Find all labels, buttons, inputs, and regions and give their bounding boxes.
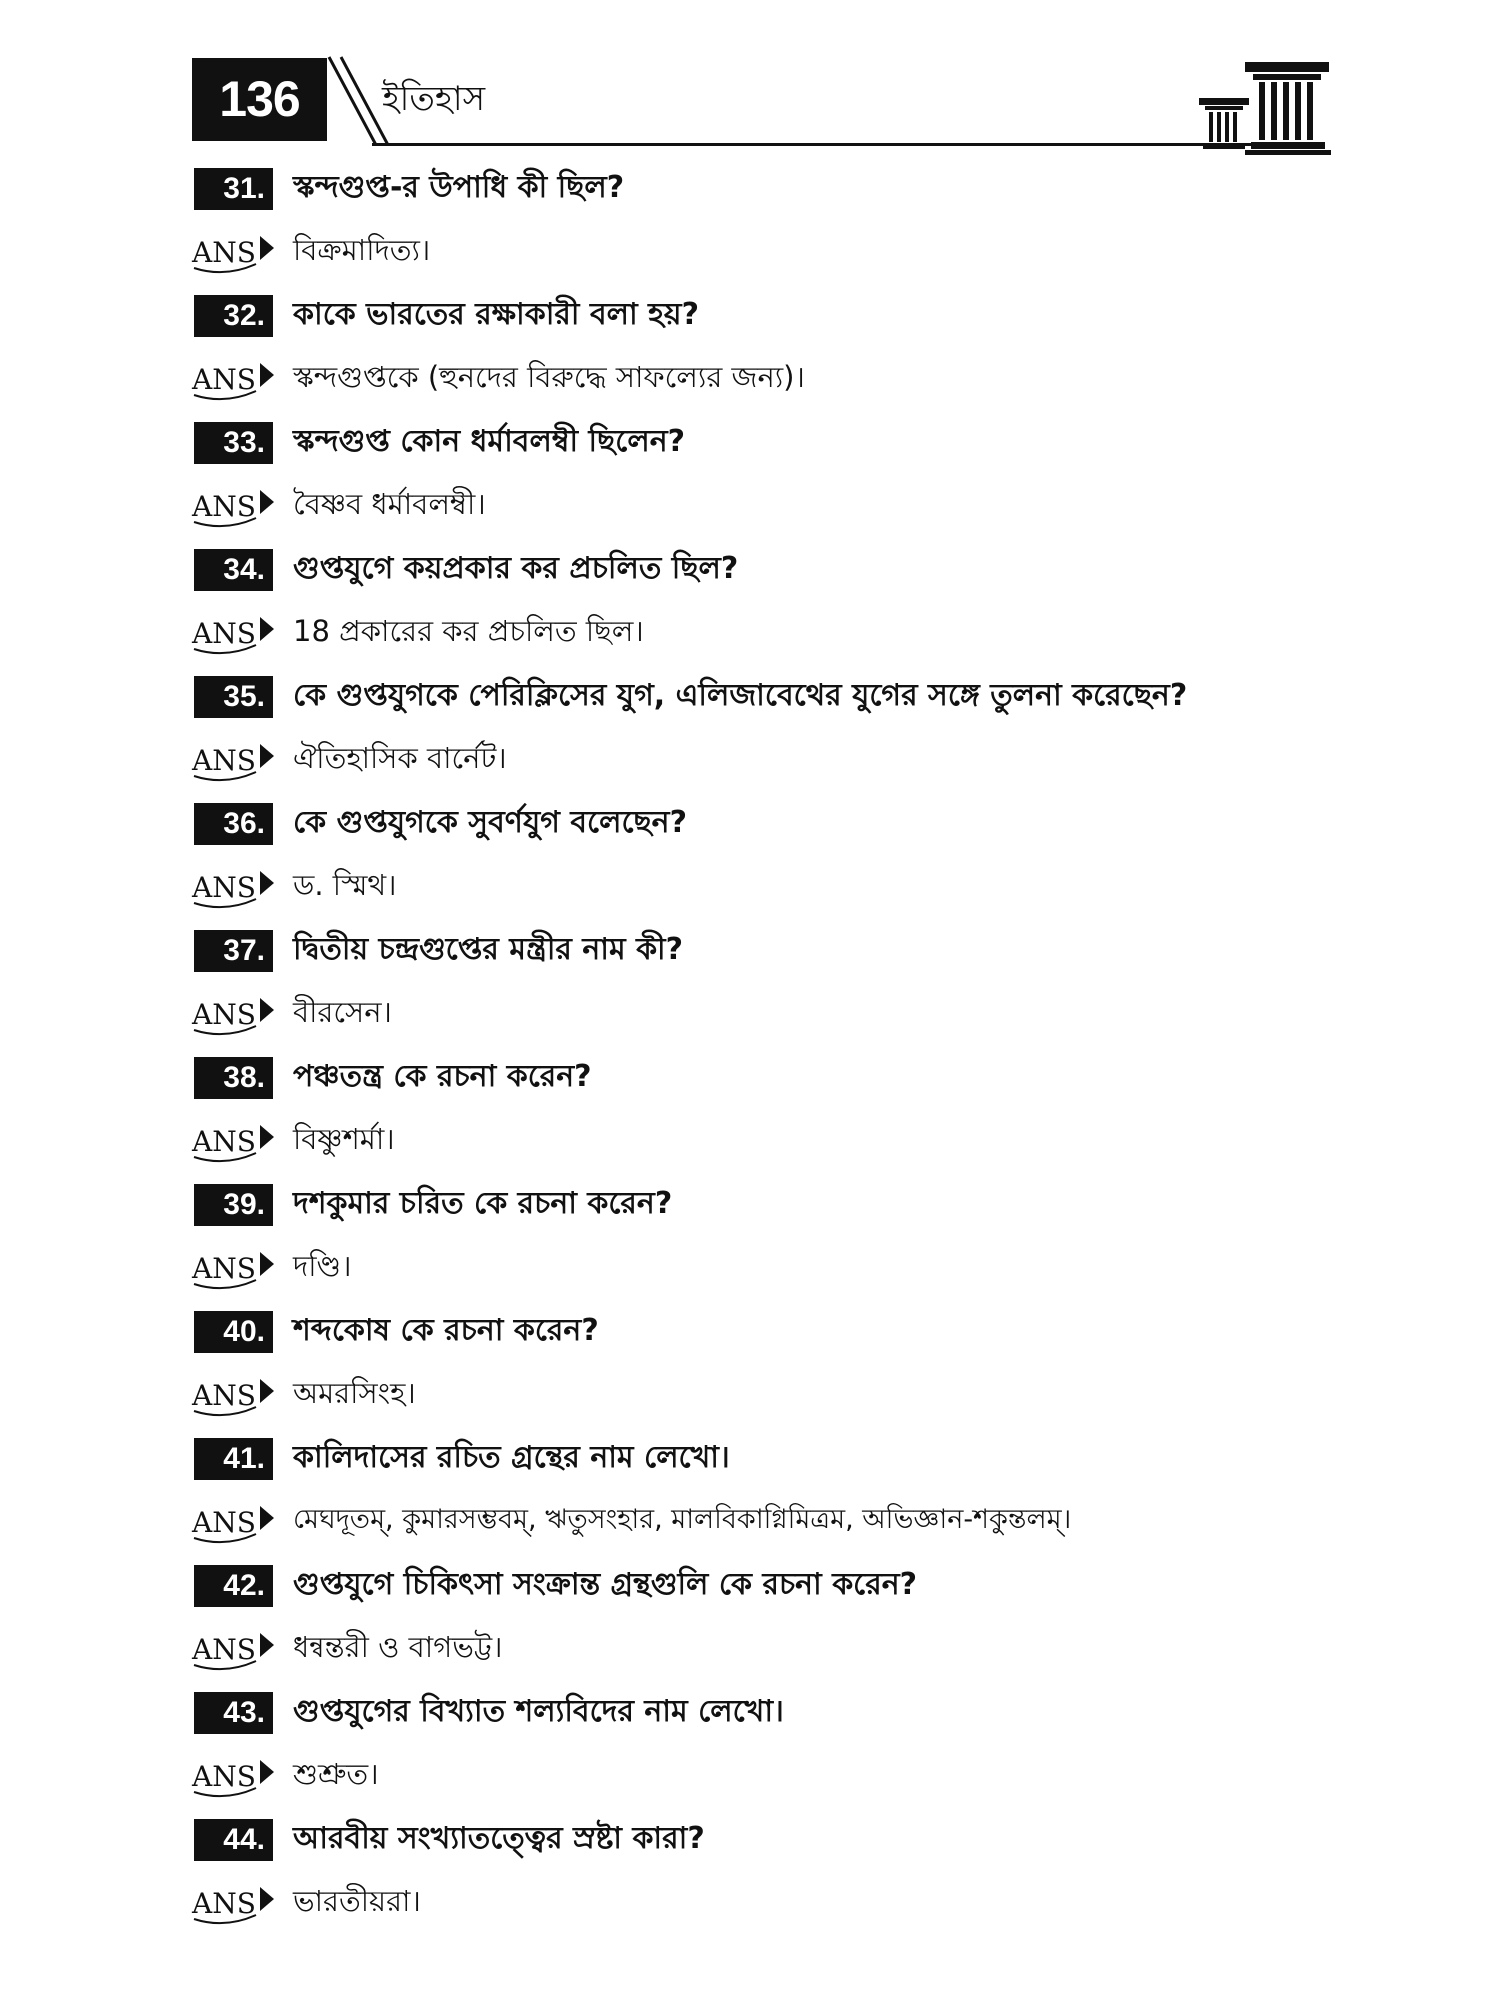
qa-item xyxy=(190,1559,1340,1686)
answer-row xyxy=(190,1746,1340,1806)
answer-text: বিক্রমাদিত্য। xyxy=(293,233,431,267)
question-row xyxy=(190,1305,1340,1365)
question-number: 44. xyxy=(194,1819,273,1861)
svg-text:ANS: ANS xyxy=(192,1887,256,1920)
svg-text:ANS: ANS xyxy=(192,490,256,523)
answer-row xyxy=(190,1619,1340,1679)
question-number: 31. xyxy=(194,168,273,210)
answer-row xyxy=(190,1238,1340,1298)
answer-row xyxy=(190,1492,1340,1552)
answer-text: অমরসিংহ। xyxy=(293,1376,416,1410)
answer-text: 18 প্রকারের কর প্রচলিত ছিল। xyxy=(293,614,644,648)
svg-text:ANS: ANS xyxy=(192,744,256,777)
question-row xyxy=(190,162,1340,222)
svg-text:ANS: ANS xyxy=(192,236,256,269)
answer-text: দণ্ডি। xyxy=(293,1249,352,1283)
ans-marker-icon xyxy=(190,1369,276,1419)
question-text: শব্দকোষ কে রচনা করেন? xyxy=(293,1313,599,1348)
answer-text: ঐতিহাসিক বার্নেট। xyxy=(293,741,507,775)
svg-text:ANS: ANS xyxy=(192,1760,256,1793)
svg-text:ANS: ANS xyxy=(192,617,256,650)
svg-text:ANS: ANS xyxy=(192,1252,256,1285)
question-row xyxy=(190,1686,1340,1746)
qa-item xyxy=(190,1813,1340,1940)
answer-row xyxy=(190,857,1340,917)
question-row xyxy=(190,543,1340,603)
qa-item xyxy=(190,924,1340,1051)
qa-item xyxy=(190,1686,1340,1813)
ans-marker-icon xyxy=(190,1877,276,1927)
answer-text: মেঘদূতম্, কুমারসম্ভবম্, ঋতুসংহার, মালবিকাগ্নিমিত্রম, অভিজ্ঞান-শকুন্তলম্। xyxy=(293,1504,1072,1535)
qa-item xyxy=(190,797,1340,924)
question-text: গুপ্তযুগের বিখ্যাত শল্যবিদের নাম লেখো। xyxy=(293,1694,784,1729)
answer-row xyxy=(190,349,1340,409)
ans-marker-icon xyxy=(190,734,276,784)
answer-row xyxy=(190,476,1340,536)
answer-text: ড. স্মিথ। xyxy=(293,868,397,902)
answer-text: বীরসেন। xyxy=(293,995,392,1029)
question-number: 38. xyxy=(194,1057,273,1099)
ans-marker-icon xyxy=(190,1242,276,1292)
qa-item xyxy=(190,1178,1340,1305)
ans-marker-icon xyxy=(190,607,276,657)
qa-list xyxy=(190,162,1340,1940)
question-text: পঞ্চতন্ত্র কে রচনা করেন? xyxy=(293,1059,592,1094)
question-number: 42. xyxy=(194,1565,273,1607)
svg-text:ANS: ANS xyxy=(192,1633,256,1666)
question-text: আরবীয় সংখ্যাতত্ত্বের স্রষ্টা কারা? xyxy=(293,1821,705,1856)
answer-text: শুশ্রুত। xyxy=(293,1757,379,1791)
question-row xyxy=(190,1813,1340,1873)
ans-marker-icon xyxy=(190,1750,276,1800)
question-number: 32. xyxy=(194,295,273,337)
question-text: স্কন্দগুপ্ত কোন ধর্মাবলম্বী ছিলেন? xyxy=(293,424,685,459)
question-row xyxy=(190,1559,1340,1619)
question-number: 40. xyxy=(194,1311,273,1353)
ans-marker-icon xyxy=(190,226,276,276)
page-header xyxy=(192,55,1332,150)
qa-item xyxy=(190,289,1340,416)
qa-item xyxy=(190,670,1340,797)
question-row xyxy=(190,289,1340,349)
answer-row xyxy=(190,984,1340,1044)
qa-item xyxy=(190,162,1340,289)
svg-text:ANS: ANS xyxy=(192,1506,256,1539)
answer-row xyxy=(190,1365,1340,1425)
svg-text:ANS: ANS xyxy=(192,363,256,396)
question-text: কে গুপ্তযুগকে সুবর্ণযুগ বলেছেন? xyxy=(293,805,687,840)
answer-row xyxy=(190,222,1340,282)
question-row xyxy=(190,416,1340,476)
question-row xyxy=(190,670,1340,730)
question-row xyxy=(190,1178,1340,1238)
question-text: কাকে ভারতের রক্ষাকারী বলা হয়? xyxy=(293,297,699,332)
qa-item xyxy=(190,1305,1340,1432)
svg-text:ANS: ANS xyxy=(192,998,256,1031)
ans-marker-icon xyxy=(190,861,276,911)
question-text: কে গুপ্তযুগকে পেরিক্লিসের যুগ, এলিজাবেথের যুগের সঙ্গে তুলনা করেছেন? xyxy=(293,678,1188,713)
qa-item xyxy=(190,1051,1340,1178)
pillar-icon xyxy=(1197,60,1332,155)
ans-marker-icon xyxy=(190,480,276,530)
question-number: 33. xyxy=(194,422,273,464)
question-row xyxy=(190,924,1340,984)
question-text: দ্বিতীয় চন্দ্রগুপ্তের মন্ত্রীর নাম কী? xyxy=(293,932,684,967)
question-row xyxy=(190,797,1340,857)
answer-text: স্কন্দগুপ্তকে (হুনদের বিরুদ্ধে সাফল্যের জন্য)। xyxy=(293,360,805,394)
question-number: 37. xyxy=(194,930,273,972)
ans-marker-icon xyxy=(190,1496,276,1546)
ans-marker-icon xyxy=(190,1115,276,1165)
question-number: 34. xyxy=(194,549,273,591)
answer-row xyxy=(190,1873,1340,1933)
question-text: গুপ্তযুগে কয়প্রকার কর প্রচলিত ছিল? xyxy=(293,551,739,586)
answer-text: ভারতীয়রা। xyxy=(293,1884,421,1918)
question-row xyxy=(190,1432,1340,1492)
question-number: 36. xyxy=(194,803,273,845)
question-number: 39. xyxy=(194,1184,273,1226)
svg-text:ANS: ANS xyxy=(192,1379,256,1412)
question-number: 41. xyxy=(194,1438,273,1480)
qa-item xyxy=(190,416,1340,543)
answer-row xyxy=(190,1111,1340,1171)
svg-text:ANS: ANS xyxy=(192,871,256,904)
answer-text: বৈষ্ণব ধর্মাবলম্বী। xyxy=(293,487,486,521)
answer-text: বিষ্ণুশর্মা। xyxy=(293,1122,395,1156)
qa-item xyxy=(190,1432,1340,1559)
qa-item xyxy=(190,543,1340,670)
answer-text: ধন্বন্তরী ও বাগভট্ট। xyxy=(293,1630,503,1664)
question-number: 43. xyxy=(194,1692,273,1734)
chapter-title: ইতিহাস xyxy=(382,79,486,119)
question-row xyxy=(190,1051,1340,1111)
question-text: দশকুমার চরিত কে রচনা করেন? xyxy=(293,1186,673,1221)
answer-row xyxy=(190,730,1340,790)
question-text: কালিদাসের রচিত গ্রন্থের নাম লেখো। xyxy=(293,1440,730,1475)
ans-marker-icon xyxy=(190,1623,276,1673)
page-number: 136 xyxy=(192,58,327,141)
question-text: গুপ্তযুগে চিকিৎসা সংক্রান্ত গ্রন্থগুলি কে রচনা করেন? xyxy=(293,1567,918,1602)
header-rule xyxy=(372,143,1287,146)
ans-marker-icon xyxy=(190,353,276,403)
ans-marker-icon xyxy=(190,988,276,1038)
svg-text:ANS: ANS xyxy=(192,1125,256,1158)
question-text: স্কন্দগুপ্ত-র উপাধি কী ছিল? xyxy=(293,170,625,205)
question-number: 35. xyxy=(194,676,273,718)
answer-row xyxy=(190,603,1340,663)
